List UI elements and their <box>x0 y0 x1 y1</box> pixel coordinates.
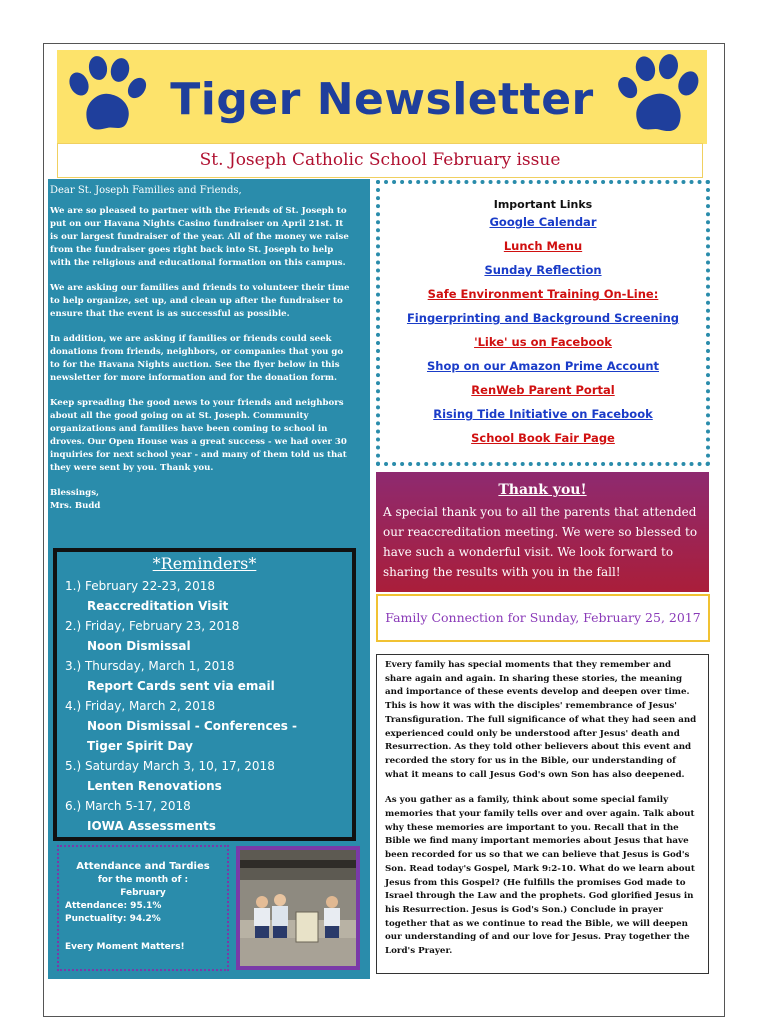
reminders-list <box>65 576 317 836</box>
thank-you-body: A special thank you to all the parents that attended our reaccreditation meeting. We were so blessed to have such a wonderful visit. We look forward to sharing the results with you in the fall! <box>383 505 698 579</box>
important-links-box <box>376 180 710 466</box>
attendance-title: Attendance and Tardies <box>76 861 210 872</box>
reminder-date: 3.) Thursday, March 1, 2018 <box>65 659 235 673</box>
attendance-box <box>57 845 229 971</box>
letter-paragraph: Keep spreading the good news to your friends and neighbors about all the good going on at St. Joseph. Community organizations and families have been coming to school in droves. Our Open House was a great success - we had over 30 inquiries for next school year - and many of them told us that they were sent by you. Thank you. <box>50 398 347 473</box>
attendance-rate: Attendance: 95.1% <box>65 901 162 911</box>
link-sunday-reflection[interactable]: Sunday Reflection <box>484 263 602 277</box>
family-connection-title: Family Connection for Sunday, February 25, 2017 <box>376 594 710 642</box>
reminder-event: Report Cards sent via email <box>87 679 275 693</box>
issue-subtitle: St. Joseph Catholic School February issue <box>57 143 703 178</box>
link-renweb-portal[interactable]: RenWeb Parent Portal <box>471 383 615 397</box>
link-google-calendar[interactable]: Google Calendar <box>489 215 597 229</box>
link-safe-environment-training[interactable]: Safe Environment Training On-Line: <box>427 287 659 301</box>
paw-print-right-icon <box>613 52 703 142</box>
students-photo <box>236 846 360 970</box>
thank-you-title: Thank you! <box>498 482 587 498</box>
reminder-event: Lenten Renovations <box>87 779 222 793</box>
reflection-paragraph: Every family has special moments that they remember and share again and again. In sharing these stories, the meaning and importance of these events develop and deepen over time. This is how it was with the disciples' remembrance of Jesus' Transfiguration. The full significance of what they had seen and experienced could only be understood after Jesus' death and Resurrection. As they told other believers about this event and recorded the story for us in the Bible, our understanding of what it means to call Jesus God's own Son has also deepened. <box>385 660 697 780</box>
letter-paragraph: In addition, we are asking if families or friends could seek donations from friends, neighbors, or companies that you go to for the Havana Nights auction. See the flyer below in this newsletter for more information and for the donation form. <box>50 334 344 383</box>
reminder-event: IOWA Assessments <box>87 819 216 833</box>
newsletter-banner <box>57 50 707 144</box>
reminder-event: Noon Dismissal <box>87 639 191 653</box>
reminder-date: 2.) Friday, February 23, 2018 <box>65 619 240 633</box>
letter-signature: Mrs. Budd <box>50 501 101 511</box>
link-fingerprinting[interactable]: Fingerprinting and Background Screening <box>406 311 680 325</box>
letter-paragraph: We are so pleased to partner with the Friends of St. Joseph to put on our Havana Nights Casino fundraiser on April 21st. It is our largest fundraiser of the year. All of the money we raise from the fundraiser goes right back into St. Joseph to help with the religious and educational formation on this campus. <box>50 206 349 268</box>
thank-you-box <box>376 472 709 592</box>
principal-letter <box>50 184 354 513</box>
reminder-date: 4.) Friday, March 2, 2018 <box>65 699 216 713</box>
letter-paragraph: We are asking our families and friends to volunteer their time to help organize, set up, and clean up after the fundraiser to ensure that the event is as successful as possible. <box>50 283 350 319</box>
punctuality-rate: Punctuality: 94.2% <box>65 914 161 924</box>
attendance-subtitle: for the month of : <box>97 875 189 885</box>
link-amazon-prime[interactable]: Shop on our Amazon Prime Account <box>426 359 660 373</box>
link-lunch-menu[interactable]: Lunch Menu <box>503 239 583 253</box>
reminder-date: 1.) February 22-23, 2018 <box>65 579 215 593</box>
reminder-date: 6.) March 5-17, 2018 <box>65 799 191 813</box>
reminders-title: *Reminders* <box>152 554 257 573</box>
reminder-date: 5.) Saturday March 3, 10, 17, 2018 <box>65 759 275 773</box>
attendance-motto: Every Moment Matters! <box>65 942 185 952</box>
family-connection-text <box>376 654 709 974</box>
link-facebook[interactable]: 'Like' us on Facebook <box>474 335 612 349</box>
attendance-month: February <box>120 888 166 898</box>
links-title: Important Links <box>493 198 593 211</box>
newsletter-title: Tiger Newsletter <box>170 74 594 125</box>
reminder-event: Noon Dismissal - Conferences - Tiger Spirit Day <box>87 719 298 753</box>
link-book-fair[interactable]: School Book Fair Page <box>471 431 615 445</box>
students-photo-image <box>240 850 356 966</box>
link-rising-tide[interactable]: Rising Tide Initiative on Facebook <box>433 407 653 421</box>
letter-greeting: Dear St. Joseph Families and Friends, <box>50 185 242 196</box>
reflection-paragraph: As you gather as a family, think about some special family memories that your family tells over and over again. Talk about why these memories are important to you. Recall that in the Bible we find many important memories about Jesus that have been recorded for us so that we can believe that Jesus is God's Son. Read today's Gospel, Mark 9:2-10. What do we learn about Jesus from this Gospel? (He fulfills the promises God made to Israel through the Law and the prophets. God glorified Jesus in his Resurrection. Jesus is God's Son.) Conclude in prayer together that as we continue to read the Bible, we will deepen our understanding of and our love for Jesus. Pray together the Lord's Prayer. <box>385 795 695 957</box>
reminder-event: Reaccreditation Visit <box>87 599 229 613</box>
letter-closing: Blessings, <box>50 488 100 498</box>
reminders-box <box>53 548 356 841</box>
